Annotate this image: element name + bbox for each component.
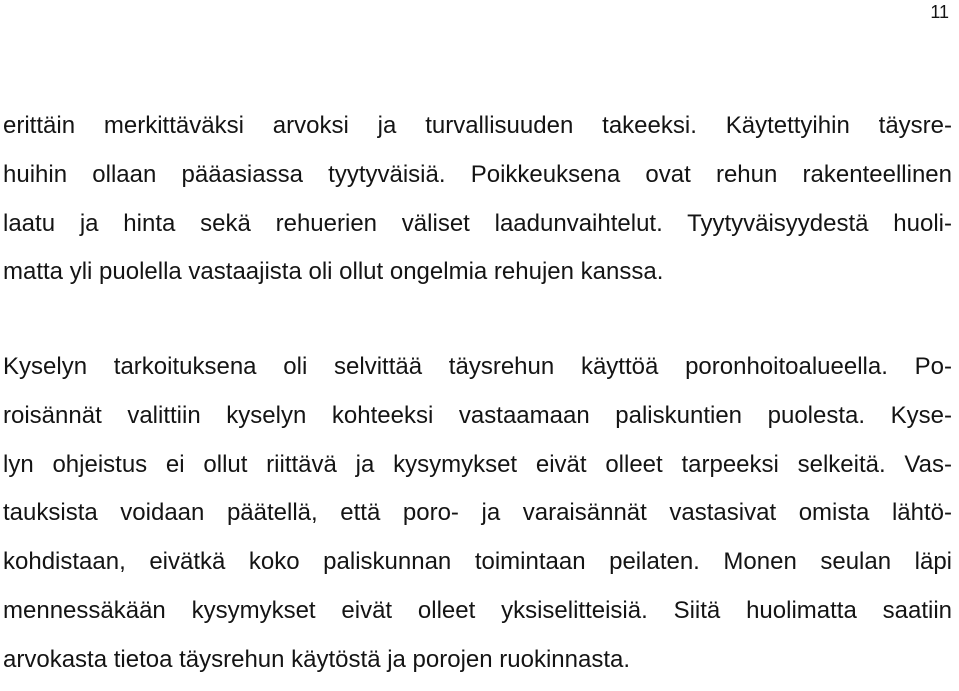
text-line: roisännät valittiin kyselyn kohteeksi vastaamaan paliskuntien puolesta. Kyse- xyxy=(3,401,952,429)
paragraph-feed-satisfaction xyxy=(3,108,952,303)
text-line: huihin ollaan pääasiassa tyytyväisiä. Poikkeuksena ovat rehun rakenteellinen xyxy=(3,160,952,188)
text-line: lyn ohjeistus ei ollut riittävä ja kysymykset eivät olleet tarpeeksi selkeitä. Vas- xyxy=(3,450,952,478)
page-number: 11 xyxy=(930,2,949,22)
text-line: kohdistaan, eivätkä koko paliskunnan toimintaan peilaten. Monen seulan läpi xyxy=(3,548,952,576)
text-line: erittäin merkittäväksi arvoksi ja turvallisuuden takeeksi. Käytettyihin täysre- xyxy=(3,112,952,139)
text-line: mennessäkään kysymykset eivät olleet yksiselitteisiä. Siitä huolimatta saatiin xyxy=(3,596,952,624)
paragraph-survey-purpose xyxy=(3,349,952,691)
text-line: tauksista voidaan päätellä, että poro- ja varaisännät vastasivat omista lähtö- xyxy=(3,499,952,527)
text-line: Kyselyn tarkoituksena oli selvittää täysrehun käyttöä poronhoitoalueella. Po- xyxy=(3,353,952,380)
text-line: matta yli puolella vastaajista oli ollut ongelmia rehujen kanssa. xyxy=(3,258,664,286)
text-line: arvokasta tietoa täysrehun käytöstä ja porojen ruokinnasta. xyxy=(3,645,631,673)
text-line: laatu ja hinta sekä rehuerien väliset laadunvaihtelut. Tyytyväisyydestä huoli- xyxy=(3,209,952,237)
